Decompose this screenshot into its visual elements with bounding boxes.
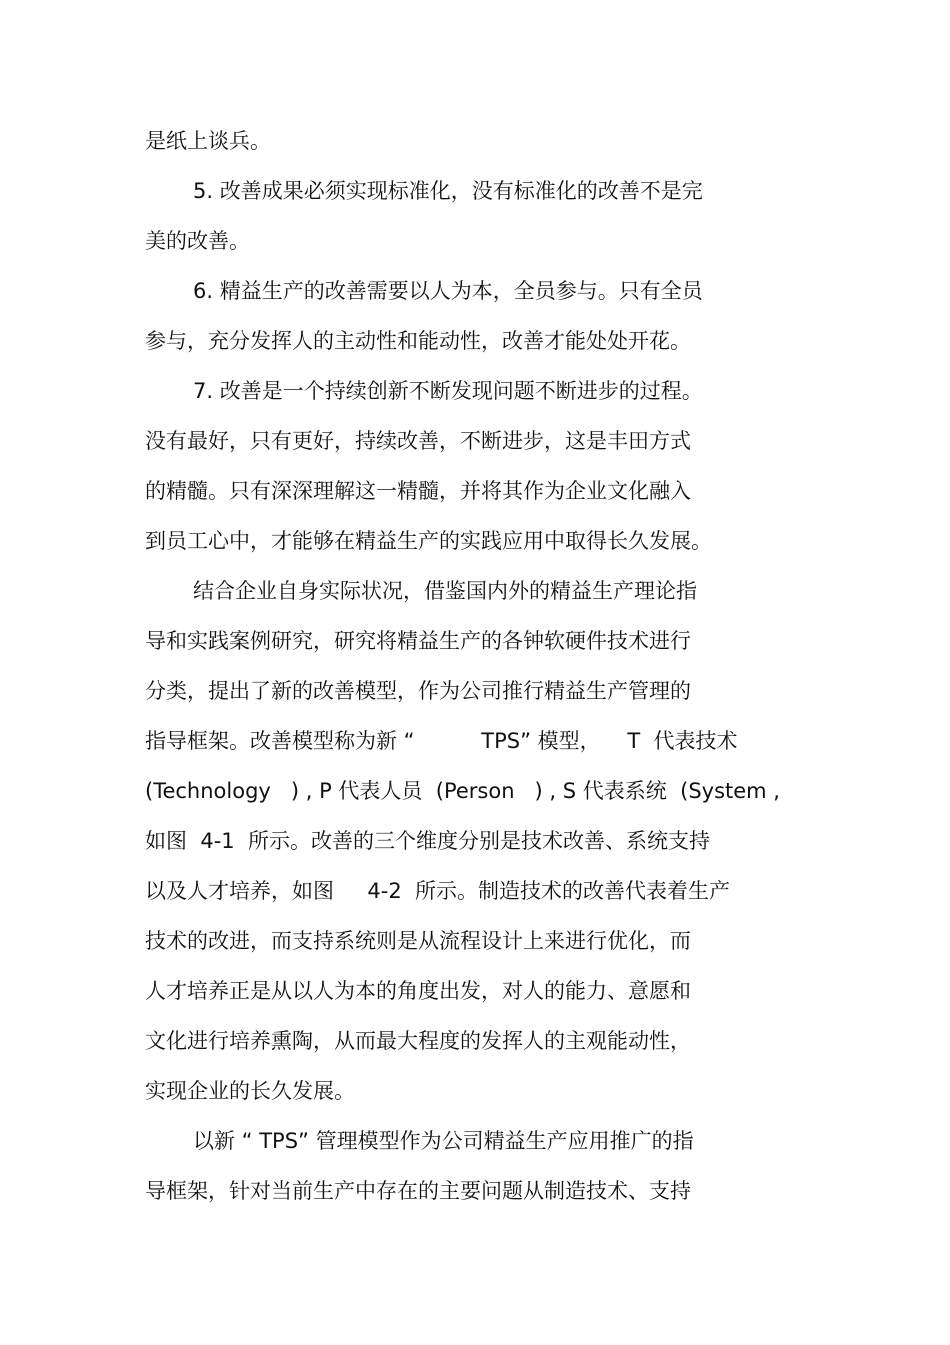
text-line: 实现企业的长久发展。 [145,1079,355,1103]
text-line: (Technology ) , P 代表人员 (Person ) , S 代表系统 (System , [145,779,780,803]
text-line: 以及人才培养，如图 4-2 所示。制造技术的改善代表着生产 [145,879,731,903]
text-line: 技术的改进，而支持系统则是从流程设计上来进行优化，而 [145,929,691,953]
text-line: 没有最好，只有更好，持续改善，不断进步，这是丰田方式 [145,429,691,453]
text-line: 文化进行培养熏陶，从而最大程度的发挥人的主观能动性， [145,1029,691,1053]
text-line: 7. 改善是一个持续创新不断发现问题不断进步的过程。 [193,379,703,403]
text-line: 分类，提出了新的改善模型，作为公司推行精益生产管理的 [145,679,691,703]
text-line: 的精髓。只有深深理解这一精髓，并将其作为企业文化融入 [145,479,691,503]
text-line: 是纸上谈兵。 [145,129,271,153]
text-line: 指导框架。改善模型称为新 “ TPS” 模型， T 代表技术 [145,729,738,753]
text-line: 结合企业自身实际状况，借鉴国内外的精益生产理论指 [193,579,697,603]
text-line: 人才培养正是从以人为本的角度出发，对人的能力、意愿和 [145,979,691,1003]
text-line: 6. 精益生产的改善需要以人为本，全员参与。只有全员 [193,279,703,303]
text-line: 导和实践案例研究，研究将精益生产的各钟软硬件技术进行 [145,629,691,653]
text-line: 导框架，针对当前生产中存在的主要问题从制造技术、支持 [145,1179,691,1203]
text-line: 美的改善。 [145,229,250,253]
text-line: 参与，充分发挥人的主动性和能动性，改善才能处处开花。 [145,329,691,353]
text-line: 以新 “ TPS” 管理模型作为公司精益生产应用推广的指 [193,1129,694,1153]
text-line: 到员工心中，才能够在精益生产的实践应用中取得长久发展。 [145,529,712,553]
text-line: 如图 4-1 所示。改善的三个维度分别是技术改善、系统支持 [145,829,710,853]
text-line: 5. 改善成果必须实现标准化，没有标准化的改善不是完 [193,179,703,203]
